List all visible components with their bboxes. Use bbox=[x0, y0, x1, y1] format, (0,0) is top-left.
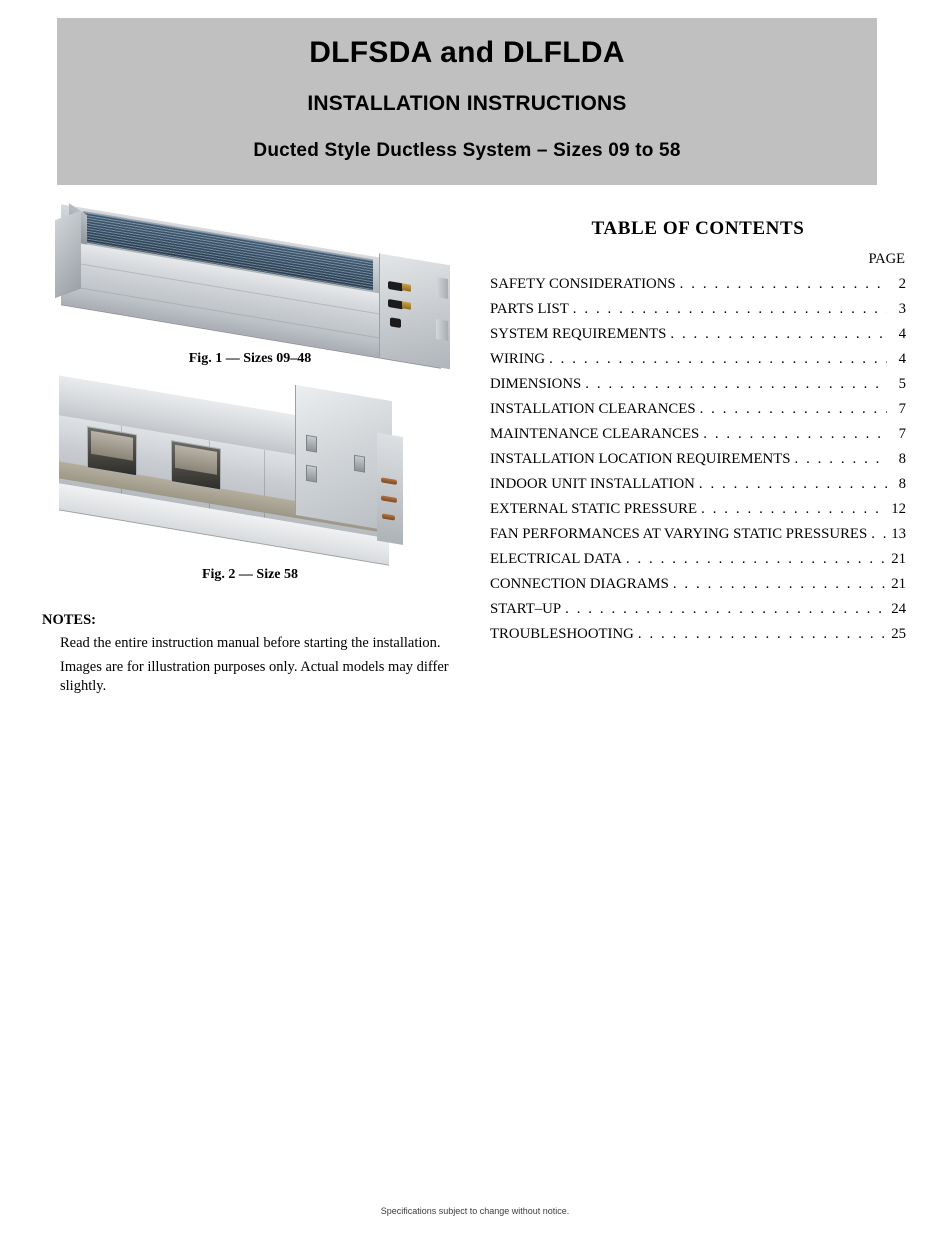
toc-entry-page: 5 bbox=[898, 376, 906, 392]
toc-entry-label: SAFETY CONSIDERATIONS bbox=[490, 276, 676, 292]
toc-heading: TABLE OF CONTENTS bbox=[591, 218, 805, 239]
toc-entry-page: 24 bbox=[891, 601, 906, 617]
figure-2-caption: Fig. 2 — Size 58 bbox=[201, 567, 299, 582]
figure-2-image bbox=[55, 391, 455, 563]
toc-entry-troubleshooting[interactable] bbox=[490, 622, 906, 647]
toc-entry-installation-clearances[interactable] bbox=[490, 397, 906, 422]
figure-2-block bbox=[30, 391, 470, 583]
notes-heading: NOTES: bbox=[42, 612, 96, 628]
toc-entry-label: INDOOR UNIT INSTALLATION bbox=[490, 476, 695, 492]
toc-entry-label: ELECTRICAL DATA bbox=[490, 551, 622, 567]
piping-end-panel bbox=[377, 433, 403, 545]
toc-entry-label: START–UP bbox=[490, 601, 562, 617]
toc-entry-indoor-unit-installation[interactable] bbox=[490, 472, 906, 497]
toc-entry-page: 21 bbox=[891, 551, 906, 567]
toc-dot-leader bbox=[699, 472, 887, 497]
table-of-contents bbox=[490, 218, 906, 647]
toc-entry-external-static-pressure[interactable] bbox=[490, 497, 906, 522]
toc-entry-page: 8 bbox=[898, 476, 906, 492]
notes-list bbox=[42, 634, 472, 696]
toc-dot-leader bbox=[703, 422, 887, 447]
figure-1-caption: Fig. 1 — Sizes 09–48 bbox=[188, 351, 312, 366]
toc-dot-leader bbox=[565, 597, 887, 622]
toc-entry-page: 25 bbox=[891, 626, 906, 642]
toc-entry-maintenance-clearances[interactable] bbox=[490, 422, 906, 447]
toc-entry-start-up[interactable] bbox=[490, 597, 906, 622]
fan-opening-left bbox=[87, 426, 137, 476]
toc-dot-leader bbox=[700, 397, 887, 422]
toc-dot-leader bbox=[794, 447, 887, 472]
toc-dot-leader bbox=[701, 497, 887, 522]
toc-entry-label: DIMENSIONS bbox=[490, 376, 582, 392]
toc-dot-leader bbox=[680, 272, 887, 297]
toc-entry-electrical-data[interactable] bbox=[490, 547, 906, 572]
toc-dot-leader bbox=[638, 622, 887, 647]
toc-entry-label: CONNECTION DIAGRAMS bbox=[490, 576, 669, 592]
figure-1-block bbox=[30, 218, 470, 367]
toc-entry-page: 4 bbox=[898, 351, 906, 367]
toc-entry-page: 21 bbox=[891, 576, 906, 592]
toc-entry-page: 7 bbox=[898, 426, 906, 442]
title-banner bbox=[57, 18, 877, 185]
toc-entry-page: 4 bbox=[898, 326, 906, 342]
service-end-panel bbox=[379, 253, 450, 369]
toc-entry-safety-considerations[interactable] bbox=[490, 272, 906, 297]
toc-entry-page: 8 bbox=[898, 451, 906, 467]
notes-section bbox=[42, 612, 472, 696]
note-item: Read the entire instruction manual before starting the installation. bbox=[60, 635, 441, 651]
toc-entry-label: FAN PERFORMANCES AT VARYING STATIC PRESSURES bbox=[490, 526, 868, 542]
toc-entry-wiring[interactable] bbox=[490, 347, 906, 372]
toc-dot-leader bbox=[871, 522, 887, 547]
toc-dot-leader bbox=[670, 322, 887, 347]
product-description: Ducted Style Ductless System – Sizes 09 to 58 bbox=[253, 140, 681, 161]
toc-entry-installation-location-requirements[interactable] bbox=[490, 447, 906, 472]
toc-entry-page: 2 bbox=[898, 276, 906, 292]
toc-page-column-label: PAGE bbox=[868, 251, 905, 267]
page-footer: Specifications subject to change without notice. bbox=[380, 1206, 570, 1216]
toc-entry-label: PARTS LIST bbox=[490, 301, 569, 317]
toc-entry-page: 13 bbox=[891, 526, 906, 542]
toc-entry-label: INSTALLATION CLEARANCES bbox=[490, 401, 696, 417]
figure-1-image bbox=[55, 218, 455, 351]
toc-entry-dimensions[interactable] bbox=[490, 372, 906, 397]
toc-entry-page: 7 bbox=[898, 401, 906, 417]
toc-dot-leader bbox=[626, 547, 887, 572]
toc-entry-label: WIRING bbox=[490, 351, 546, 367]
toc-entry-connection-diagrams[interactable] bbox=[490, 572, 906, 597]
toc-entry-fan-performances[interactable] bbox=[490, 522, 906, 547]
toc-entry-system-requirements[interactable] bbox=[490, 322, 906, 347]
note-item: Images are for illustration purposes only. Actual models may differ slightly. bbox=[60, 659, 449, 695]
product-title: DLFSDA and DLFLDA bbox=[309, 36, 625, 69]
toc-dot-leader bbox=[673, 572, 887, 597]
toc-entry-label: MAINTENANCE CLEARANCES bbox=[490, 426, 700, 442]
figures-column bbox=[30, 218, 470, 583]
toc-entry-label: SYSTEM REQUIREMENTS bbox=[490, 326, 667, 342]
fan-opening-right bbox=[171, 440, 221, 490]
toc-entry-page: 12 bbox=[891, 501, 906, 517]
toc-dot-leader bbox=[549, 347, 887, 372]
toc-entry-page: 3 bbox=[898, 301, 906, 317]
document-type: INSTALLATION INSTRUCTIONS bbox=[307, 92, 627, 115]
toc-entry-parts-list[interactable] bbox=[490, 297, 906, 322]
toc-dot-leader bbox=[573, 297, 887, 322]
toc-entry-label: EXTERNAL STATIC PRESSURE bbox=[490, 501, 698, 517]
toc-entry-label: TROUBLESHOOTING bbox=[490, 626, 634, 642]
toc-list bbox=[490, 272, 906, 647]
toc-entry-label: INSTALLATION LOCATION REQUIREMENTS bbox=[490, 451, 791, 467]
toc-dot-leader bbox=[585, 372, 887, 397]
